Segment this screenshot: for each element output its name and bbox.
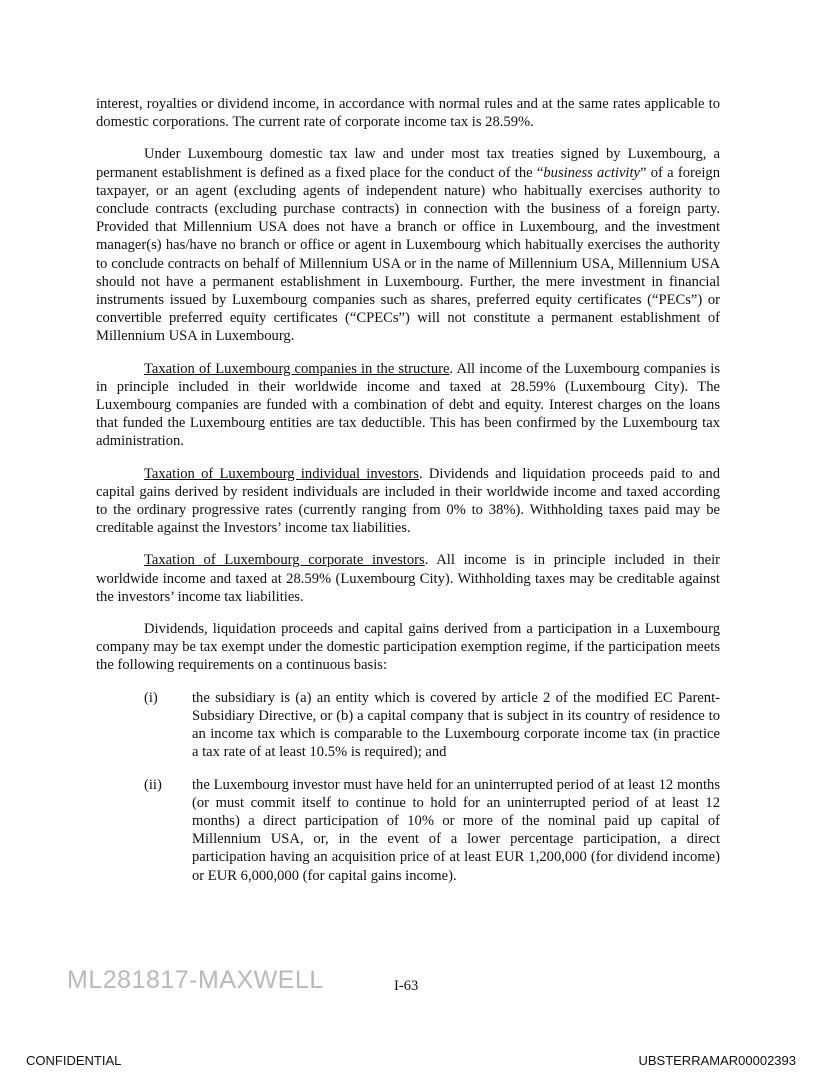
individual-heading: Taxation of Luxembourg individual investors [144, 465, 419, 482]
pe-italic-term: business activity [543, 164, 641, 181]
confidential-label: CONFIDENTIAL [26, 1053, 122, 1068]
bates-number: UBSTERRAMAR00002393 [638, 1053, 796, 1068]
companies-heading: Taxation of Luxembourg companies in the structure [144, 360, 450, 377]
paragraph-corporate-investors [96, 551, 720, 606]
watermark: ML281817-MAXWELL [67, 966, 324, 994]
pe-text-before: Under Luxembourg domestic tax law and under most tax treaties signed by Luxembourg, a permanent establishment is defined as a fixed place for the conduct of the “ [96, 146, 720, 181]
document-body [96, 95, 720, 899]
list-item-text: the subsidiary is (a) an entity which is covered by article 2 of the modified EC Parent-Subsidiary Directive, or (b) a capital company that is subject in its country of residence to an income tax which is comparable to the Luxembourg corporate income tax (in practice a tax rate of at least 10.5% is required); and [192, 689, 720, 761]
paragraph-permanent-establishment [96, 145, 720, 345]
corporate-heading: Taxation of Luxembourg corporate investors [144, 552, 425, 569]
pe-text-after: ” of a foreign taxpayer, or an agent (excluding agents of independent nature) who habitually exercises authority to conclude contracts (excluding purchase contracts) in connection with the business of a foreign party. Provided that Millennium USA does not have a branch or office in Luxembourg, and the investment manager(s) has/have no branch or office or agent in Luxembourg which habitually exercises the authority to conclude contracts on behalf of Millennium USA or in the name of Millennium USA, Millennium USA should not have a permanent establishment in Luxembourg. Further, the mere investment in financial instruments issued by Luxembourg companies such as shares, preferred equity certificates (“PECs”) or convertible preferred equity certificates (“CPECs”) will not constitute a permanent establishment of Millennium USA in Luxembourg. [96, 164, 720, 345]
list-item [144, 689, 720, 762]
corporate-body: . All income is in principle included in their worldwide income and taxed at 28.59% (Luxembourg City). Withholding taxes may be creditable against the investors’ income tax liabilities. [96, 552, 721, 605]
list-item [144, 776, 720, 885]
companies-body: . All income of the Luxembourg companies is in principle included in their worldwide income and taxed at 28.59% (Luxembourg City). The Luxembourg companies are funded with a combination of debt and equity. Interest charges on the loans that funded the Luxembourg entities are tax deductible. This has been confirmed by the Luxembourg tax administration. [96, 360, 720, 450]
list-marker: (ii) [144, 776, 162, 793]
paragraph-individual-investors [96, 465, 720, 538]
list-item-text: the Luxembourg investor must have held for an uninterrupted period of at least 12 months (or must commit itself to continue to hold for an uninterrupted period of at least 12 months) a direct participation of 10% or more of the nominal paid up capital of Millennium USA, or, in the event of a lower percentage participation, a direct participation having an acquisition price of at least EUR 1,200,000 (for dividend income) or EUR 6,000,000 (for capital gains income). [192, 776, 720, 884]
paragraph-participation-exemption: Dividends, liquidation proceeds and capital gains derived from a participation in a Luxembourg company may be tax exempt under the domestic participation exemption regime, if the participation meets the following requirements on a continuous basis: [96, 621, 720, 674]
paragraph-continuation: interest, royalties or dividend income, in accordance with normal rules and at the same rates applicable to domestic corporations. The current rate of corporate income tax is 28.59%. [96, 96, 720, 131]
individual-body: . Dividends and liquidation proceeds paid to and capital gains derived by resident individuals are included in their worldwide income and taxed according to the ordinary progressive rates (currently ranging from 0% to 38%). Withholding taxes paid may be creditable against the Investors’ income tax liabilities. [96, 465, 720, 537]
paragraph-companies-taxation [96, 360, 720, 451]
page-number: I-63 [394, 978, 419, 994]
list-marker: (i) [144, 689, 158, 706]
